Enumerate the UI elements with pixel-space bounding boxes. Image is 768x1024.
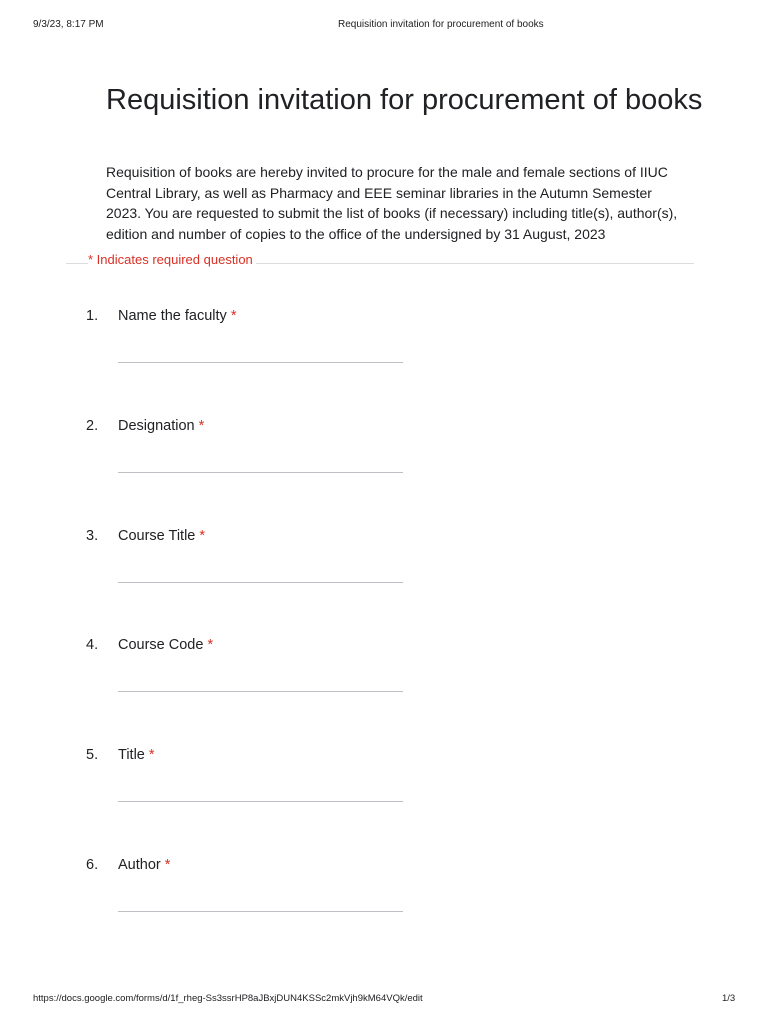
question-label: Designation * [118, 418, 205, 434]
book-title-input[interactable] [118, 801, 403, 802]
required-star: * [207, 637, 214, 653]
print-document-title: Requisition invitation for procurement of books [338, 19, 544, 30]
question-label: Name the faculty * [118, 308, 237, 324]
question-label: Author * [118, 857, 171, 873]
question-label: Course Code * [118, 637, 214, 653]
required-star: * [198, 418, 205, 434]
required-star: * [199, 528, 206, 544]
question-number: 6. [86, 857, 99, 873]
faculty-name-input[interactable] [118, 362, 403, 363]
question-number: 3. [86, 528, 99, 544]
print-date: 9/3/23, 8:17 PM [33, 19, 104, 30]
question-designation [86, 418, 686, 508]
question-label: Course Title * [118, 528, 206, 544]
designation-input[interactable] [118, 472, 403, 473]
question-title [86, 747, 686, 837]
page-indicator: 1/3 [722, 993, 736, 1004]
author-input[interactable] [118, 911, 403, 912]
required-star: * [148, 747, 155, 763]
question-number: 5. [86, 747, 99, 763]
course-code-input[interactable] [118, 691, 403, 692]
footer-url: https://docs.google.com/forms/d/1f_rheg-Ss3ssrHP8aJBxjDUN4KSSc2mkVjh9kM64VQk/edit [33, 993, 423, 1004]
question-label: Title * [118, 747, 155, 763]
print-header [0, 19, 768, 33]
question-number: 2. [86, 418, 99, 434]
required-star: * [230, 308, 237, 324]
question-author [86, 857, 686, 947]
question-number: 4. [86, 637, 99, 653]
question-course-title [86, 528, 686, 618]
form-description: Requisition of books are hereby invited to procure for the male and female sections of IIUC Central Library, as well as Pharmacy and EEE seminar libraries in the Autumn Semester 2023. You are requested to submit the list of books (if necessary) including title(s), author(s), edition and number of copies to the office of the undersigned by 31 August, 2023 [106, 164, 678, 242]
question-name-faculty [86, 308, 686, 398]
required-note: * Indicates required question [88, 252, 256, 267]
required-star: * [164, 857, 171, 873]
question-number: 1. [86, 308, 99, 324]
course-title-input[interactable] [118, 582, 403, 583]
question-course-code [86, 637, 686, 727]
form-title: Requisition invitation for procurement of books [106, 84, 703, 116]
